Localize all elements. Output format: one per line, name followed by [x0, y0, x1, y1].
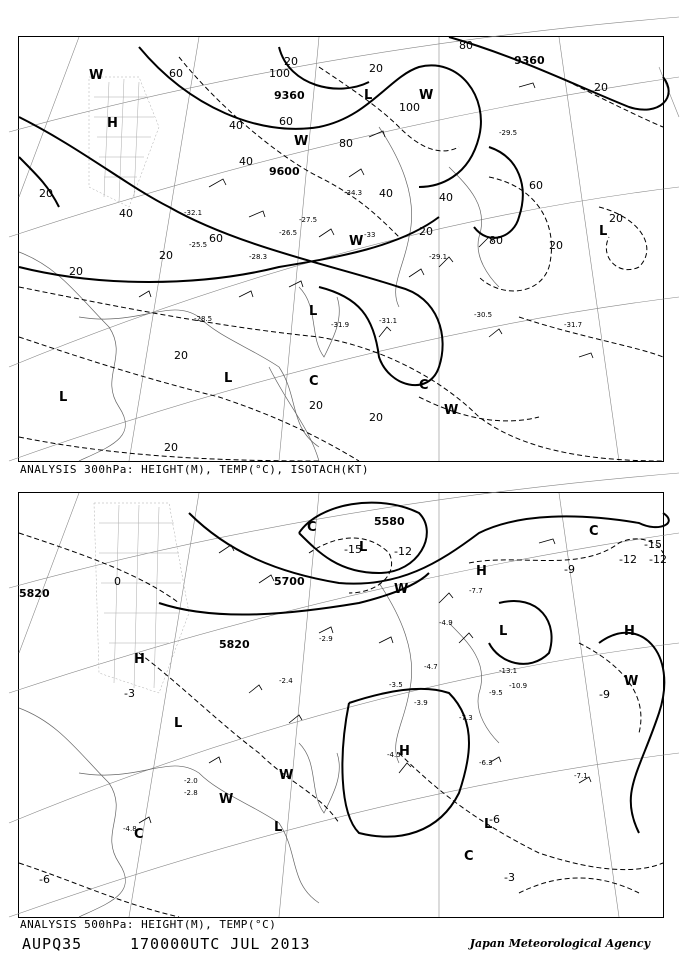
- temperature-label: -27.5: [299, 216, 318, 224]
- isotach-label: 20: [609, 212, 623, 225]
- isotach-label: 20: [309, 399, 323, 412]
- isotach-label: 20: [419, 225, 433, 238]
- temperature-label: -28.5: [194, 315, 213, 323]
- height-contours-500: [159, 503, 669, 837]
- temperature-label: -25.5: [189, 241, 208, 249]
- pressure-system-symbol: W: [279, 768, 294, 783]
- temp-contour-label: -12: [619, 553, 637, 566]
- temp-contour-label: -12: [649, 553, 667, 566]
- pressure-system-symbol: W: [394, 582, 409, 597]
- temp-contour-label: 0: [114, 575, 121, 588]
- temp-contour-label: -6: [39, 873, 50, 886]
- isotach-label: 60: [529, 179, 543, 192]
- wind-barbs-500: [139, 539, 591, 823]
- temperature-label: -4.8: [123, 825, 137, 833]
- pressure-system-symbol: L: [599, 224, 608, 239]
- temp-contour-label: -15: [344, 543, 362, 556]
- pressure-system-symbol: W: [444, 403, 459, 418]
- pressure-system-symbol: L: [224, 371, 233, 386]
- temperature-label: -2.4: [279, 677, 293, 685]
- temperature-label: -7.7: [469, 587, 483, 595]
- temperature-label: -29.5: [499, 129, 518, 137]
- temperature-label: -6.3: [479, 759, 493, 767]
- height-label: 9360: [274, 89, 305, 102]
- temperature-label: -9.5: [489, 689, 503, 697]
- temperature-label: -10.9: [509, 682, 528, 690]
- isotach-label: 20: [159, 249, 173, 262]
- map-300hpa: [19, 37, 663, 461]
- temp-contour-label: -9: [599, 688, 610, 701]
- height-label: 5820: [219, 638, 250, 651]
- pressure-system-symbol: W: [419, 88, 434, 103]
- isotach-label: 40: [119, 207, 133, 220]
- pressure-system-symbol: H: [399, 744, 410, 759]
- graticule-500: [9, 473, 679, 917]
- pressure-system-symbol: H: [107, 116, 118, 131]
- graticule-300: [9, 17, 679, 461]
- map-500hpa: [19, 493, 667, 917]
- temperature-label: -31.9: [331, 321, 350, 329]
- height-label: 5700: [274, 575, 305, 588]
- pressure-system-symbol: C: [134, 827, 144, 842]
- temp-contour-label: -3: [124, 687, 135, 700]
- isotach-label: 60: [209, 232, 223, 245]
- temp-contour-label: -3: [504, 871, 515, 884]
- isotach-label: 100: [269, 67, 290, 80]
- isotach-label: 20: [39, 187, 53, 200]
- temperature-label: -2.0: [184, 777, 198, 785]
- height-label: 9600: [269, 165, 300, 178]
- map-panel-300hpa: [18, 36, 664, 462]
- temperature-label: -30.5: [474, 311, 493, 319]
- isotach-label: 40: [439, 191, 453, 204]
- isotach-label: 40: [239, 155, 253, 168]
- isotach-label: 20: [284, 55, 298, 68]
- map-panel-500hpa: [18, 492, 667, 918]
- temperature-label: -31.7: [564, 321, 583, 329]
- temperature-label: -4.7: [424, 663, 438, 671]
- pressure-system-symbol: L: [499, 624, 508, 639]
- height-label: 5580: [374, 515, 405, 528]
- isotach-label: 60: [169, 67, 183, 80]
- isotach-label: 20: [549, 239, 563, 252]
- temperature-labels-500: [123, 587, 588, 833]
- temperature-label: -34.3: [344, 189, 363, 197]
- isotach-label: 40: [229, 119, 243, 132]
- caption-300hpa: ANALYSIS 300hPa: HEIGHT(M), TEMP(°C), ISOTACH(KT): [20, 463, 370, 476]
- pressure-system-symbol: H: [624, 624, 635, 639]
- temperature-label: -29.1: [429, 253, 448, 261]
- pressure-system-symbol: L: [364, 88, 373, 103]
- pressure-system-symbol: L: [274, 820, 283, 835]
- pressure-system-symbol: L: [484, 817, 493, 832]
- isotach-label: 20: [369, 62, 383, 75]
- temperature-label: -13.1: [499, 667, 518, 675]
- isotach-label: 80: [489, 234, 503, 247]
- temperature-label: -4.5: [387, 751, 401, 759]
- temp-contour-label: -6: [489, 813, 500, 826]
- temperature-label: -26.5: [279, 229, 298, 237]
- valid-time: 170000UTC JUL 2013: [130, 935, 311, 953]
- isotach-label: 80: [339, 137, 353, 150]
- temperature-label: -2.9: [319, 635, 333, 643]
- pressure-system-symbol: C: [309, 374, 319, 389]
- isotach-label: 40: [379, 187, 393, 200]
- temperature-label: -4.9: [439, 619, 453, 627]
- pressure-system-symbol: L: [359, 540, 368, 555]
- temp-contour-label: -15: [644, 538, 662, 551]
- pressure-system-symbol: L: [309, 304, 318, 319]
- height-label: 9360: [514, 54, 545, 67]
- temperature-label: -32.1: [184, 209, 203, 217]
- pressure-systems-300: [59, 68, 607, 418]
- pressure-system-symbol: L: [174, 716, 183, 731]
- temperature-label: -7.1: [574, 772, 588, 780]
- isotach-label: 20: [369, 411, 383, 424]
- pressure-system-symbol: W: [294, 134, 309, 149]
- hatched-area-300: [89, 77, 159, 207]
- temperature-label: -7.3: [459, 714, 473, 722]
- temperature-contours-500: [19, 533, 663, 917]
- coastline-500: [19, 583, 499, 917]
- temperature-label: -2.8: [184, 789, 198, 797]
- height-label: 5820: [19, 587, 50, 600]
- isotach-label: 60: [279, 115, 293, 128]
- temp-contour-label: -12: [394, 545, 412, 558]
- pressure-system-symbol: C: [419, 378, 429, 393]
- isotach-label: 80: [459, 39, 473, 52]
- pressure-system-symbol: W: [349, 234, 364, 249]
- temperature-label: -3.9: [414, 699, 428, 707]
- temp-contour-label: -9: [564, 563, 575, 576]
- pressure-system-symbol: C: [464, 849, 474, 864]
- isotach-label: 100: [399, 101, 420, 114]
- pressure-system-symbol: L: [59, 390, 68, 405]
- height-contours-300: [19, 37, 669, 385]
- isotach-label: 20: [164, 441, 178, 454]
- pressure-system-symbol: W: [89, 68, 104, 83]
- pressure-system-symbol: W: [624, 674, 639, 689]
- temperature-label: -31.1: [379, 317, 398, 325]
- caption-500hpa: ANALYSIS 500hPa: HEIGHT(M), TEMP(°C): [20, 918, 277, 931]
- temperature-label: -28.3: [249, 253, 268, 261]
- isotach-label: 20: [69, 265, 83, 278]
- pressure-system-symbol: H: [134, 652, 145, 667]
- temperature-label: -33: [364, 231, 376, 239]
- isotach-label: 20: [594, 81, 608, 94]
- chart-id: AUPQ35: [22, 935, 83, 953]
- pressure-system-symbol: H: [476, 564, 487, 579]
- temperature-label: -3.5: [389, 681, 403, 689]
- isotach-labels-300: [39, 39, 623, 454]
- pressure-system-symbol: W: [219, 792, 234, 807]
- pressure-system-symbol: C: [307, 520, 317, 535]
- pressure-system-symbol: C: [589, 524, 599, 539]
- isotach-label: 20: [174, 349, 188, 362]
- coastline-300: [19, 127, 499, 461]
- agency-name: Japan Meteorological Agency: [469, 937, 650, 950]
